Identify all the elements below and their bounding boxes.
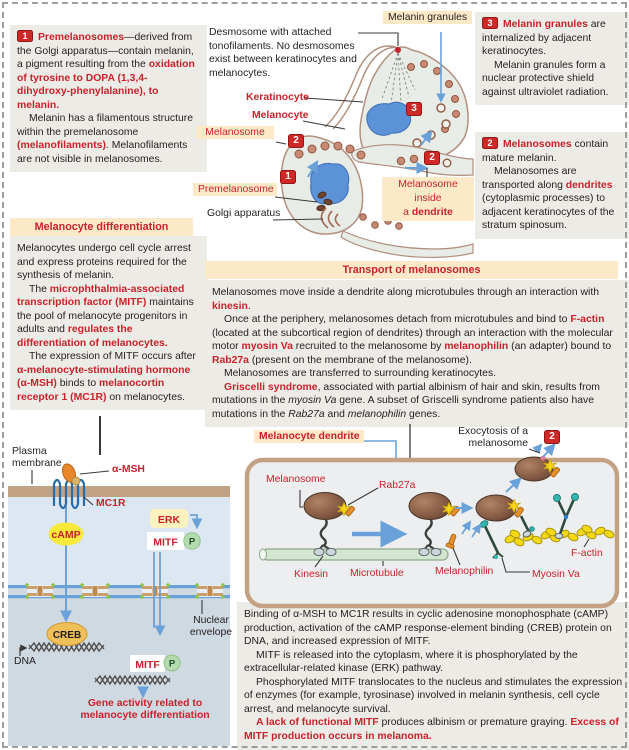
phosphate-text: P bbox=[188, 536, 196, 548]
keratinocyte-nucleus bbox=[367, 102, 411, 135]
melanosome-4 bbox=[515, 457, 553, 481]
label-exocytosis bbox=[436, 426, 528, 450]
label-myosin-va: Myosin Va bbox=[532, 569, 580, 580]
label-melanin-granules: Melanin granules bbox=[383, 11, 472, 24]
plasma-membrane bbox=[8, 486, 230, 497]
creb-text: CREB bbox=[52, 630, 82, 641]
label-melanosome: Melanosome bbox=[196, 126, 274, 139]
label-melanophilin: Melanophilin bbox=[435, 566, 494, 577]
dendrite-label-line2a: a bbox=[403, 207, 412, 219]
label-plasma-membrane bbox=[12, 446, 62, 470]
section-title-transport: Transport of melanosomes bbox=[205, 261, 618, 279]
dendrite-label-line2b: dendrite bbox=[411, 207, 453, 219]
melanosome-1 bbox=[304, 493, 346, 520]
gene-line2: melanocyte differentiation bbox=[80, 709, 210, 721]
erk-text: ERK bbox=[157, 514, 181, 526]
label-golgi-apparatus: Golgi apparatus bbox=[207, 208, 281, 219]
mitf-text: MITF bbox=[153, 536, 178, 549]
desmosome-dot bbox=[395, 47, 401, 53]
note-melanosomes: 2 Melanosomes contain mature melanin. Melanosomes are transported along dendrites (cytoplasmic processes) to adjacent keratinocytes of the stratum spinosum. bbox=[475, 132, 629, 239]
plasma-line1: Plasma bbox=[12, 446, 47, 457]
exo-line2: melanosome bbox=[468, 437, 528, 449]
section-signaling-text: Binding of α-MSH to MC1R results in cyclic adenosine monophosphate (cAMP) production, activation of the cAMP response-element binding (CREB) protein on DNA, and increased expression of MITF. MITF is released into the cytoplasm, where it is phosphorylated by the extracellular-related kinase (ERK) pathway. Phosphorylated MITF translocates to the nucleus and stimulates the expression of enzymes (for example, tyrosinase) involved in melanin synthesis, cell cycle arrest, and melanocyte survival. A lack of functional MITF produces albinism or premature graying. Excess of MITF production occurs in melanoma. bbox=[237, 602, 629, 750]
label-melanocyte-dendrite: Melanocyte dendrite bbox=[254, 430, 364, 443]
note-desmosome: Desmosome with attached tonofilaments. No desmosomes exist between keratinocytes and melanocytes. bbox=[209, 27, 357, 79]
inline-number-badge: 2 bbox=[482, 137, 498, 149]
granule-ring-dendrite bbox=[443, 159, 451, 167]
label-nuclear-envelope bbox=[184, 615, 238, 639]
label-dna: DNA bbox=[14, 656, 36, 667]
amsh-ligand bbox=[60, 462, 80, 485]
label-gene-activity bbox=[80, 698, 210, 722]
melanosome-2 bbox=[409, 493, 451, 520]
label-melanosome-inside-dendrite bbox=[382, 177, 474, 221]
badge-1: 1 bbox=[280, 170, 296, 184]
dendrite-label-line1: Melanosome inside bbox=[398, 179, 458, 205]
label-premelanosome: Premelanosome bbox=[193, 183, 277, 196]
dendrite-label-connector bbox=[362, 441, 396, 458]
mitf-text-nucleus: MITF bbox=[135, 659, 160, 671]
note-melanin-granules: 3 Melanin granules are internalized by adjacent keratinocytes. Melanin granules form a nuclear protective shield against ultraviolet radiation. bbox=[475, 12, 629, 105]
dendrite-diagram bbox=[238, 422, 626, 612]
label-microtubule: Microtubule bbox=[350, 568, 404, 579]
label-amsh: α-MSH bbox=[112, 464, 145, 475]
label-melanocyte: Melanocyte bbox=[252, 110, 309, 121]
label-f-actin: F-actin bbox=[571, 548, 603, 559]
section-transport: Melanosomes move inside a dendrite along microtubules through an interaction with kinesin. Once at the periphery, melanosomes detach from microtubules and bind to F-actin (located at the subcortical region of dendrites) through an interaction with the molecular motor myosin Va recruited to the melanosome by melanophilin (an adapter) bound to Rab27a (present on the membrane of the melanosome). Melanosomes are transferred to surrounding keratinocytes. Griscelli syndrome, associated with partial albinism of hair and skin, results from mutations in the myosin Va gene. A subset of Griscelli syndrome patients also have mutations in the Rab27a and melanophilin genes. bbox=[205, 280, 629, 427]
label-keratinocyte: Keratinocyte bbox=[246, 92, 309, 103]
badge-2: 2 bbox=[288, 134, 304, 148]
inline-number-badge: 3 bbox=[482, 17, 498, 29]
badge-2-exocytosis: 2 bbox=[544, 430, 560, 444]
nucenv-line1: Nuclear bbox=[193, 615, 229, 626]
label-kinesin: Kinesin bbox=[294, 569, 329, 580]
section-melanocyte-differentiation: Melanocytes undergo cell cycle arrest and express proteins required for the synthesis of melanin. The microphthalmia-associated transcription factor (MITF) maintains the pool of melanocyte progenitors in adults and regulates the differentiation of melanocytes. The expression of MITF occurs after α-melanocyte-stimulating hormone (α-MSH) binds to melanocortin receptor 1 (MC1R) on melanocytes. bbox=[10, 236, 207, 410]
inline-number-badge: 1 bbox=[17, 30, 33, 42]
camp-text: cAMP bbox=[51, 529, 81, 541]
badge-3: 3 bbox=[406, 102, 422, 116]
plasma-line2: membrane bbox=[12, 457, 62, 469]
melanocyte-nucleus bbox=[311, 163, 349, 203]
gene-line1: Gene activity related to bbox=[87, 698, 203, 709]
note-premelanosomes: 1 Premelanosomes—derived from the Golgi apparatus—contain melanin, a pigment resulting from the oxidation of tyrosine to DOPA (1,3,4-dihydroxy-phenylalanine), to melanin. Melanin has a filamentous structure within the premelanosome (melanofilaments). Melanofilaments are not visible in melanosomes. bbox=[10, 25, 207, 172]
badge-2-dendrite: 2 bbox=[424, 151, 440, 165]
label-melanosome-dendrite: Melanosome bbox=[266, 474, 326, 485]
nucleus bbox=[8, 587, 233, 746]
nucenv-line2: envelope bbox=[189, 626, 233, 638]
section-title-melanocyte-differentiation: Melanocyte differentiation bbox=[10, 218, 193, 236]
phosphate-text-nucleus: P bbox=[168, 658, 176, 670]
microtubule-end bbox=[260, 549, 267, 560]
label-mc1r: MC1R bbox=[96, 498, 126, 509]
exo-line1: Exocytosis of a bbox=[458, 426, 528, 437]
label-rab27a: Rab27a bbox=[379, 480, 416, 491]
